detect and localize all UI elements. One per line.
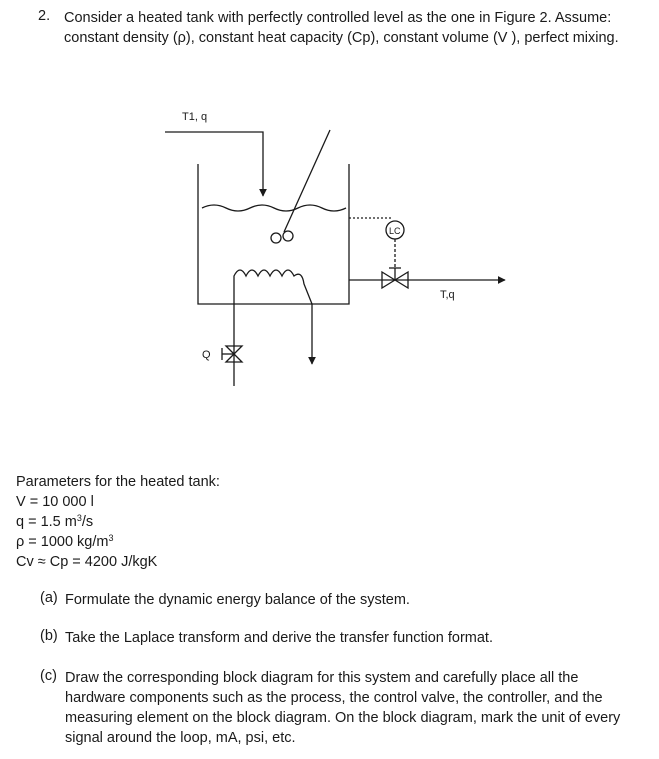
agitator-impeller-icon xyxy=(271,231,293,243)
outlet-valve-icon xyxy=(382,268,408,288)
subquestion-c-text-line-4: signal around the loop, mA, psi, etc. xyxy=(65,730,296,746)
subquestion-a-letter: (a) xyxy=(40,590,58,606)
inlet-pipe xyxy=(165,132,263,196)
heated-tank-figure xyxy=(150,100,520,410)
param-volume: V = 10 000 l xyxy=(16,494,94,510)
controller-label: LC xyxy=(389,226,401,236)
subquestion-a-text: Formulate the dynamic energy balance of the system. xyxy=(65,592,410,608)
question-text-line-1: Consider a heated tank with perfectly controlled level as the one in Figure 2. Assume: xyxy=(64,10,612,26)
subquestion-c-text-line-2: hardware components such as the process, the control valve, the controller, and the xyxy=(65,690,603,706)
outlet-label: T,q xyxy=(440,289,455,301)
subquestion-b-text: Take the Laplace transform and derive the transfer function format. xyxy=(65,630,493,646)
subquestion-c-text-line-3: measuring element on the block diagram. On the block diagram, mark the unit of every xyxy=(65,710,621,726)
liquid-surface xyxy=(202,205,346,211)
param-heat-capacity: Cv ≈ Cp = 4200 J/kgK xyxy=(16,554,158,570)
subquestion-c-letter: (c) xyxy=(40,668,57,684)
param-flow: q = 1.5 $m^3/s$ xyxy=(16,513,94,530)
subquestion-c-text-line-1: Draw the corresponding block diagram for this system and carefully place all the xyxy=(65,670,579,686)
parameters-heading: Parameters for the heated tank: xyxy=(16,474,220,490)
subquestion-b-letter: (b) xyxy=(40,628,58,644)
inlet-label: T1, q xyxy=(182,111,208,123)
question-text-line-2: constant density (ρ), constant heat capacity (Cp), constant volume (V ), perfect mixing. xyxy=(64,30,619,46)
question-number: 2. xyxy=(38,8,51,24)
heat-valve-icon xyxy=(222,346,242,362)
heat-valve-label: Q xyxy=(202,349,211,361)
param-density: ρ = 1000 $kg/m^3$ xyxy=(16,533,114,550)
agitator-shaft xyxy=(284,130,330,232)
heating-coil xyxy=(234,270,312,304)
